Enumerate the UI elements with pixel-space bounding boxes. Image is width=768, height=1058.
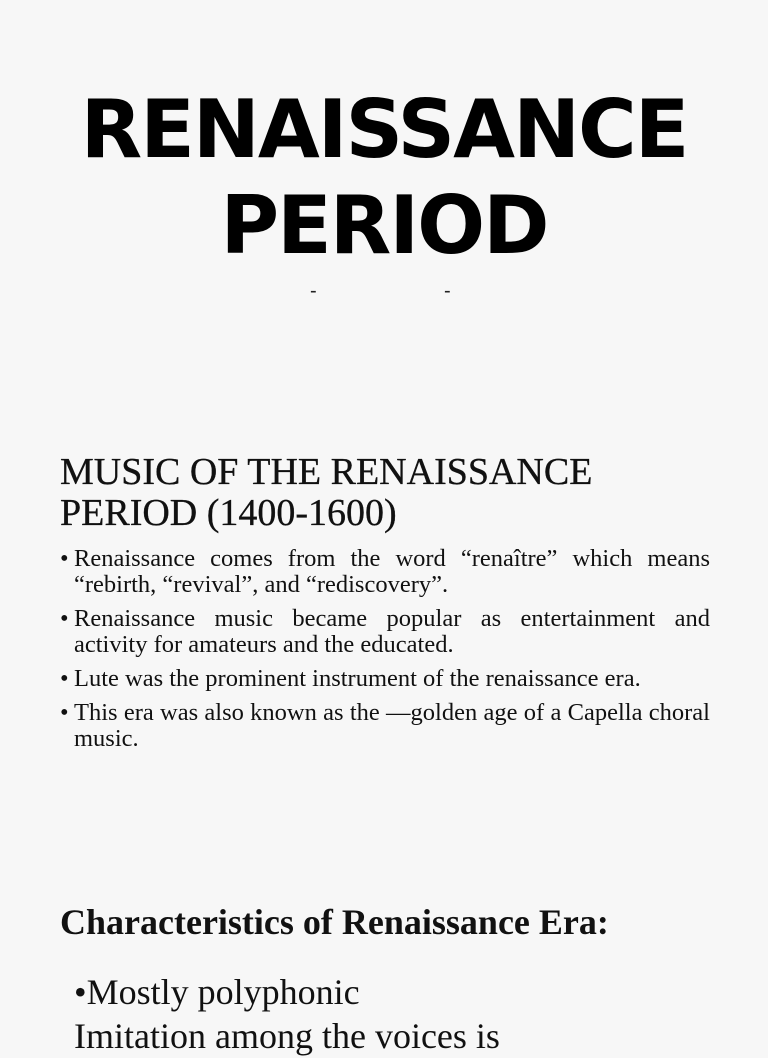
bullet-text: Lute was the prominent instrument of the renaissance era. — [74, 665, 641, 692]
bullet-icon: • — [60, 545, 69, 572]
characteristics-list — [60, 970, 740, 1058]
bullet-icon: • — [60, 605, 69, 632]
characteristic-text: Imitation among the voices is — [74, 1016, 500, 1056]
decorative-dash-right: - — [444, 280, 451, 302]
bullet-icon: • — [74, 972, 87, 1012]
list-item — [60, 970, 740, 1014]
list-item — [60, 666, 710, 692]
slide-title-line-2: PERIOD — [220, 179, 548, 272]
list-item — [60, 546, 710, 598]
decorative-dash-left: - — [310, 280, 317, 302]
bullet-icon: • — [60, 665, 69, 692]
characteristic-text: Mostly polyphonic — [86, 972, 360, 1012]
section-bullet-list — [60, 546, 710, 760]
slide-title — [0, 82, 768, 274]
bullet-text: Renaissance music became popular as entertainment and activity for amateurs and the educated. — [74, 605, 710, 658]
bullet-text: Renaissance comes from the word “renaître” which means “rebirth, “revival”, and “rediscovery”. — [74, 545, 710, 598]
list-item — [60, 700, 710, 752]
list-item — [60, 606, 710, 658]
list-item — [60, 1014, 740, 1058]
characteristics-heading: Characteristics of Renaissance Era: — [60, 902, 609, 942]
slide-title-line-1: RENAISSANCE — [80, 83, 688, 176]
bullet-icon: • — [60, 699, 69, 726]
section-heading: MUSIC OF THE RENAISSANCE PERIOD (1400-1600) — [60, 451, 593, 534]
bullet-text: This era was also known as the —golden age of a Capella choral music. — [74, 699, 710, 752]
